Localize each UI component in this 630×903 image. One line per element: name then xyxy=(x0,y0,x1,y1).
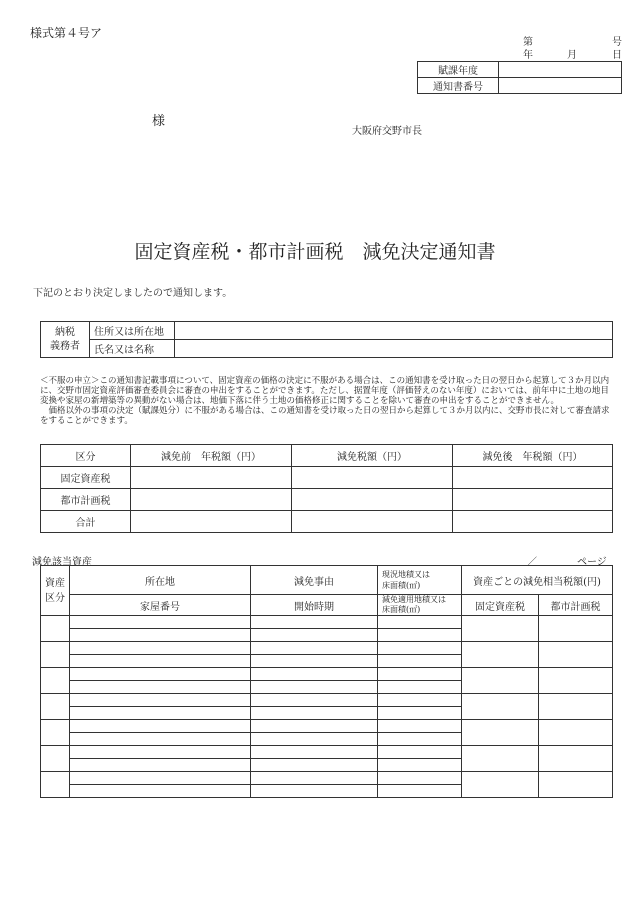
amount-cell[interactable] xyxy=(292,511,453,533)
asset-cell[interactable] xyxy=(251,746,378,759)
notice-number-field[interactable] xyxy=(499,78,622,94)
page-indicator: ／ ページ xyxy=(527,557,607,568)
asset-cell[interactable] xyxy=(70,785,251,798)
asset-cell[interactable] xyxy=(378,655,462,668)
asset-tax-cell[interactable] xyxy=(462,720,539,746)
asset-cell[interactable] xyxy=(70,707,251,720)
asset-cell[interactable] xyxy=(378,746,462,759)
assets-header-kubun: 資産 区分 xyxy=(41,566,70,616)
doc-no-dai: 第 xyxy=(523,37,533,48)
asset-cell[interactable] xyxy=(70,616,251,629)
tax-year-label: 賦課年度 xyxy=(418,62,499,78)
asset-kubun-cell[interactable] xyxy=(41,668,70,694)
notice-number-label: 通知書番号 xyxy=(418,78,499,94)
document-title: 固定資産税・都市計画税 減免決定通知書 xyxy=(134,241,496,263)
assets-header-house-no: 家屋番号 xyxy=(70,595,251,616)
asset-cell[interactable] xyxy=(378,642,462,655)
form-number: 様式第４号ア xyxy=(30,26,103,40)
name-field[interactable] xyxy=(175,340,613,358)
asset-tax-cell[interactable] xyxy=(462,642,539,668)
asset-cell[interactable] xyxy=(251,668,378,681)
amount-cell[interactable] xyxy=(453,467,613,489)
asset-tax-cell[interactable] xyxy=(462,746,539,772)
taxpayer-table xyxy=(40,321,613,358)
asset-cell[interactable] xyxy=(378,772,462,785)
assets-header-location: 所在地 xyxy=(70,566,251,595)
amount-cell[interactable] xyxy=(453,489,613,511)
amount-cell[interactable] xyxy=(292,467,453,489)
asset-cell[interactable] xyxy=(251,629,378,642)
asset-cell[interactable] xyxy=(70,772,251,785)
asset-tax-cell[interactable] xyxy=(539,668,613,694)
asset-cell[interactable] xyxy=(70,759,251,772)
amounts-header-after: 減免後 年税額（円） xyxy=(453,445,613,467)
amounts-header-kubun: 区分 xyxy=(41,445,131,467)
amount-cell[interactable] xyxy=(453,511,613,533)
asset-cell[interactable] xyxy=(251,733,378,746)
asset-cell[interactable] xyxy=(251,785,378,798)
date-hi: 日 xyxy=(612,50,622,61)
appeal-notice-p1: ＜不服の申立＞この通知書記載事項について、固定資産の価格の決定に不服がある場合は、この通知書を受け取った日の翌日から起算して３か月以内に、交野市固定資産評価審査委員会に審査の申出をすることができます。ただし、据置年度（評価替えのない年度）においては、前年中に土地の地目変換や家屋の新増築等の異動がない場合は、地価下落に伴う土地の価格修正に関することを除いて審査の申出をすることができません。 xyxy=(40,376,610,406)
asset-cell[interactable] xyxy=(378,616,462,629)
asset-tax-cell[interactable] xyxy=(539,694,613,720)
amount-cell[interactable] xyxy=(131,511,292,533)
assets-section-title: 減免該当資産 xyxy=(32,557,92,568)
amounts-row-fixed-asset: 固定資産税 xyxy=(41,467,131,489)
asset-cell[interactable] xyxy=(70,681,251,694)
assets-table xyxy=(40,565,613,798)
asset-cell[interactable] xyxy=(251,655,378,668)
asset-cell[interactable] xyxy=(70,694,251,707)
asset-cell[interactable] xyxy=(251,772,378,785)
asset-cell[interactable] xyxy=(378,720,462,733)
assets-header-fixed-tax: 固定資産税 xyxy=(462,595,539,616)
asset-cell[interactable] xyxy=(251,759,378,772)
asset-kubun-cell[interactable] xyxy=(41,720,70,746)
asset-cell[interactable] xyxy=(251,616,378,629)
asset-tax-cell[interactable] xyxy=(462,772,539,798)
asset-cell[interactable] xyxy=(378,759,462,772)
asset-kubun-cell[interactable] xyxy=(41,642,70,668)
asset-cell[interactable] xyxy=(251,681,378,694)
asset-tax-cell[interactable] xyxy=(462,616,539,642)
doc-no-go: 号 xyxy=(612,37,622,48)
assets-header-tax-group: 資産ごとの減免相当税額(円) xyxy=(462,566,613,595)
date-nen: 年 xyxy=(523,50,533,61)
assets-header-reason: 減免事由 xyxy=(251,566,378,595)
asset-cell[interactable] xyxy=(251,707,378,720)
asset-cell[interactable] xyxy=(70,655,251,668)
asset-tax-cell[interactable] xyxy=(462,668,539,694)
asset-tax-cell[interactable] xyxy=(539,616,613,642)
asset-kubun-cell[interactable] xyxy=(41,772,70,798)
asset-cell[interactable] xyxy=(70,720,251,733)
asset-cell[interactable] xyxy=(378,681,462,694)
assets-header-start: 開始時期 xyxy=(251,595,378,616)
address-field[interactable] xyxy=(175,322,613,340)
asset-cell[interactable] xyxy=(378,629,462,642)
appeal-notice-p2: 価格以外の事項の決定（賦課処分）に不服がある場合は、この通知書を受け取った日の翌日から起算して３か月以内に、交野市長に対して審査請求をすることができます。 xyxy=(40,406,610,426)
asset-cell[interactable] xyxy=(70,629,251,642)
amount-cell[interactable] xyxy=(131,489,292,511)
asset-cell[interactable] xyxy=(378,668,462,681)
amounts-table xyxy=(40,444,613,533)
tax-year-field[interactable] xyxy=(499,62,622,78)
asset-cell[interactable] xyxy=(378,785,462,798)
asset-cell[interactable] xyxy=(70,642,251,655)
asset-tax-cell[interactable] xyxy=(462,694,539,720)
issuer: 大阪府交野市長 xyxy=(352,126,422,137)
asset-tax-cell[interactable] xyxy=(539,720,613,746)
amount-cell[interactable] xyxy=(131,467,292,489)
asset-kubun-cell[interactable] xyxy=(41,616,70,642)
amounts-row-city-planning: 都市計画税 xyxy=(41,489,131,511)
amounts-header-before: 減免前 年税額（円） xyxy=(131,445,292,467)
asset-cell[interactable] xyxy=(378,694,462,707)
address-label: 住所又は所在地 xyxy=(90,322,175,340)
asset-cell[interactable] xyxy=(378,733,462,746)
asset-cell[interactable] xyxy=(251,720,378,733)
assets-header-city-tax: 都市計画税 xyxy=(539,595,613,616)
amounts-row-total: 合計 xyxy=(41,511,131,533)
asset-cell[interactable] xyxy=(70,733,251,746)
reference-table xyxy=(417,61,622,94)
taxpayer-group-label: 納税 義務者 xyxy=(41,322,90,358)
asset-tax-cell[interactable] xyxy=(539,746,613,772)
amount-cell[interactable] xyxy=(292,489,453,511)
asset-cell[interactable] xyxy=(251,694,378,707)
name-label: 氏名又は名称 xyxy=(90,340,175,358)
intro-text: 下記のとおり決定しましたので通知します。 xyxy=(33,288,233,299)
assets-header-area: 現況地積又は 床面積(㎡) xyxy=(378,566,462,595)
asset-kubun-cell[interactable] xyxy=(41,746,70,772)
asset-cell[interactable] xyxy=(251,642,378,655)
recipient-honorific: 様 xyxy=(152,114,166,129)
assets-header-applied-area: 減免適用地積又は 床面積(㎡) xyxy=(378,595,462,616)
asset-cell[interactable] xyxy=(70,746,251,759)
asset-cell[interactable] xyxy=(378,707,462,720)
asset-cell[interactable] xyxy=(70,668,251,681)
asset-kubun-cell[interactable] xyxy=(41,694,70,720)
appeal-notice xyxy=(40,376,613,426)
amounts-header-reduction: 減免税額（円） xyxy=(292,445,453,467)
asset-tax-cell[interactable] xyxy=(539,642,613,668)
date-tsuki: 月 xyxy=(567,50,577,61)
asset-tax-cell[interactable] xyxy=(539,772,613,798)
